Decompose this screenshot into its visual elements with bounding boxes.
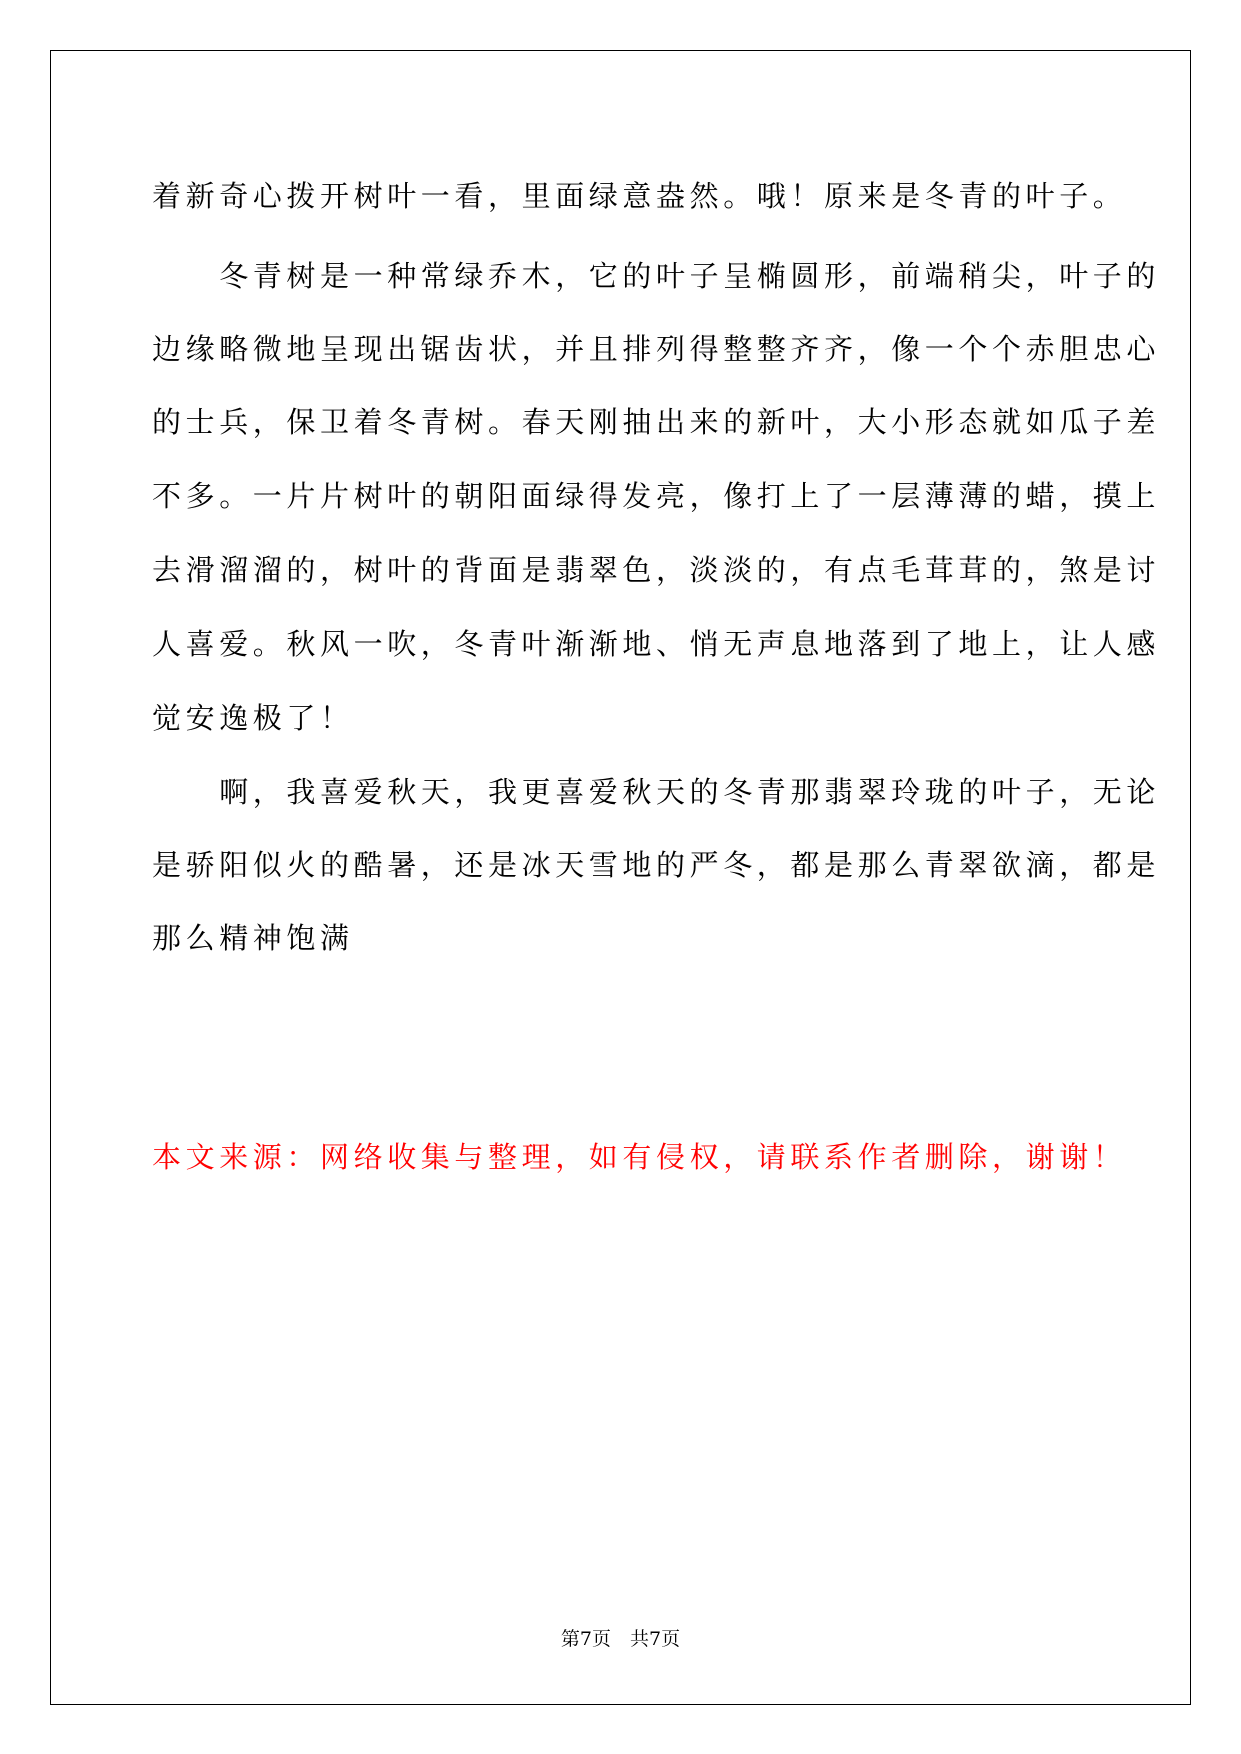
paragraph-line: 那么精神饱满: [152, 921, 354, 955]
paragraph-line: 觉安逸极了！: [152, 701, 354, 735]
paragraph-line: 冬青树是一种常绿乔木，它的叶子呈椭圆形，前端稍尖，叶子的: [152, 259, 1161, 293]
paragraph-line: 人喜爱。秋风一吹，冬青叶渐渐地、悄无声息地落到了地上，让人感: [152, 627, 1161, 661]
paragraph-line: 边缘略微地呈现出锯齿状，并且排列得整整齐齐，像一个个赤胆忠心: [152, 332, 1161, 366]
paragraph-line: 不多。一片片树叶的朝阳面绿得发亮，像打上了一层薄薄的蜡，摸上: [152, 479, 1161, 513]
paragraph-line: 去滑溜溜的，树叶的背面是翡翠色，淡淡的，有点毛茸茸的，煞是讨: [152, 553, 1161, 587]
paragraph-line: 的士兵，保卫着冬青树。春天刚抽出来的新叶，大小形态就如瓜子差: [152, 405, 1161, 439]
page-number: 第7页 共7页: [560, 1628, 681, 1650]
paragraph-line: 啊，我喜爱秋天，我更喜爱秋天的冬青那翡翠玲珑的叶子，无论: [152, 775, 1161, 809]
source-disclaimer: 本文来源：网络收集与整理，如有侵权，请联系作者删除，谢谢！: [152, 1140, 1127, 1174]
paragraph-line: 是骄阳似火的酷暑，还是冰天雪地的严冬，都是那么青翠欲滴，都是: [152, 848, 1161, 882]
text-line: 着新奇心拨开树叶一看，里面绿意盎然。哦！原来是冬青的叶子。: [152, 179, 1127, 213]
